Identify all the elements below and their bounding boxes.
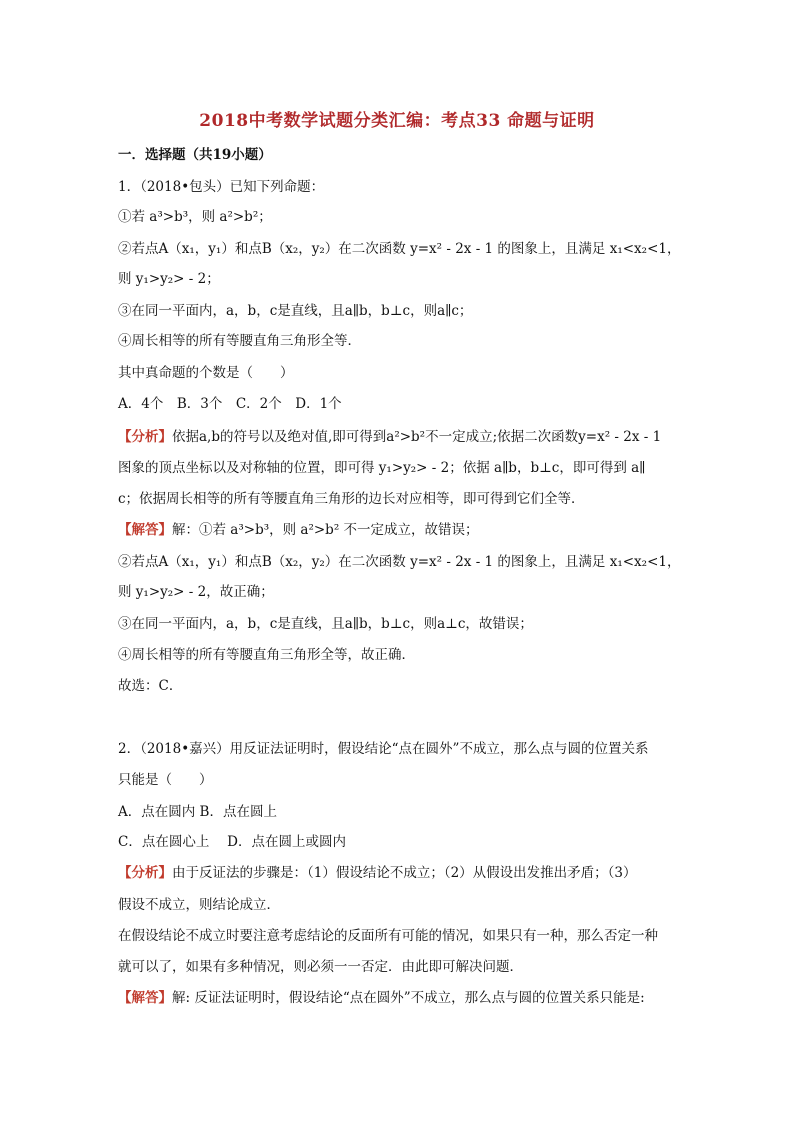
q2-analysis-line-2: 假设不成立，则结论成立． [118, 897, 280, 913]
q1-proposition-3: ③在同一平面内，a，b，c是直线，且a∥b，b⊥c，则a∥c； [118, 303, 473, 319]
section-heading: 一．选择题（共19小题） [118, 147, 272, 163]
q1-proposition-1: ①若 a³>b³，则 a²>b²； [118, 209, 272, 225]
q1-answer-text-1: 解：①若 a³>b³，则 a²>b² 不一定成立，故错误； [172, 522, 479, 538]
q2-options-line-1: A．点在圆内 B．点在圆上 [118, 804, 277, 820]
q1-proposition-4: ④周长相等的所有等腰直角三角形全等． [118, 333, 361, 349]
q2-analysis-text-1: 由于反证法的步骤是：（1）假设结论不成立；（2）从假设出发推出矛盾；（3） [172, 865, 637, 881]
q1-answer-line-1 [118, 521, 678, 539]
q2-stem-line-2: 只能是（ ） [118, 772, 213, 788]
q1-analysis-line-1 [118, 428, 678, 446]
q1-proposition-2-cont: 则 y₁>y₂> - 2； [118, 271, 220, 287]
q1-answer-line-5: ④周长相等的所有等腰直角三角形全等，故正确． [118, 647, 415, 663]
document-title: 2018中考数学试题分类汇编：考点33 命题与证明 [199, 111, 595, 131]
q2-options-line-2: C．点在圆心上 D．点在圆上或圆内 [118, 834, 346, 850]
q1-answer-line-2: ②若点A（x₁，y₁）和点B（x₂，y₂）在二次函数 y=x² - 2x - 1 的图象上，且满足 x₁<x₂<1， [118, 554, 681, 570]
q1-options: A．4个 B．3个 C．2个 D．1个 [118, 396, 342, 412]
q2-analysis-line-4: 就可以了，如果有多种情况，则必须一一否定．由此即可解决问题． [118, 959, 523, 975]
q1-analysis-line-3: c；依据周长相等的所有等腰直角三角形的边长对应相等，即可得到它们全等． [118, 491, 585, 507]
q1-proposition-2: ②若点A（x₁，y₁）和点B（x₂，y₂）在二次函数 y=x² - 2x - 1 的图象上，且满足 x₁<x₂<1， [118, 241, 681, 257]
q2-answer-line-1 [118, 989, 678, 1007]
q2-answer-text-1: 解: 反证法证明时，假设结论“点在圆外”不成立，那么点与圆的位置关系只能是: [172, 990, 645, 1006]
q1-analysis-text-1: 依据a,b的符号以及绝对值,即可得到a²>b²不一定成立;依据二次函数y=x² - 2x - 1 [172, 429, 662, 445]
q1-choice: 故选：C． [118, 678, 183, 694]
q1-question: 其中真命题的个数是（ ） [118, 365, 294, 381]
q2-analysis-line-3: 在假设结论不成立时要注意考虑结论的反面所有可能的情况，如果只有一种，那么否定一种 [118, 928, 658, 944]
q1-answer-tag: 【解答】 [118, 522, 172, 538]
q2-analysis-line-1 [118, 864, 678, 882]
q1-answer-line-3: 则 y₁>y₂> - 2，故正确； [118, 584, 274, 600]
q2-analysis-tag: 【分析】 [118, 865, 172, 881]
q1-stem: 1．（2018•包头）已知下列命题： [118, 179, 325, 195]
q1-answer-line-4: ③在同一平面内，a，b，c是直线，且a∥b，b⊥c，则a⊥c，故错误； [118, 616, 533, 632]
q1-analysis-line-2: 图象的顶点坐标以及对称轴的位置，即可得 y₁>y₂> - 2；依据 a∥b，b⊥c，即可得到 a∥ [118, 460, 646, 476]
q1-analysis-tag: 【分析】 [118, 429, 172, 445]
q2-answer-tag: 【解答】 [118, 990, 172, 1006]
q2-stem-line-1: 2．（2018•嘉兴）用反证法证明时，假设结论“点在圆外”不成立，那么点与圆的位置关系 [118, 741, 649, 757]
